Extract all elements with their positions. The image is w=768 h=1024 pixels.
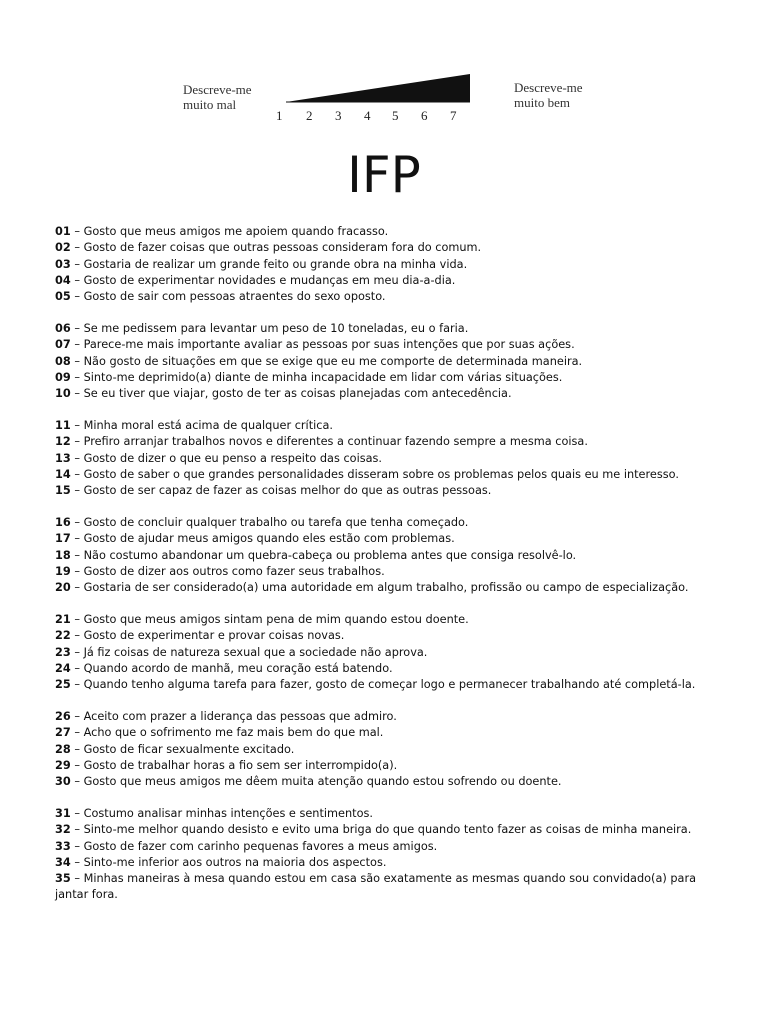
- question-item: [55, 370, 720, 386]
- question-text: Prefiro arranjar trabalhos novos e diferentes a continuar fazendo sempre a mesma coisa.: [83, 435, 588, 449]
- question-item: [55, 564, 720, 580]
- question-number: 29: [55, 758, 71, 772]
- scale-wedge-shape: [286, 74, 470, 102]
- question-text: Quando tenho alguma tarefa para fazer, gosto de começar logo e permanecer trabalhando até completá-la.: [83, 678, 696, 692]
- question-text: Já fiz coisas de natureza sexual que a sociedade não aprova.: [83, 645, 428, 659]
- question-text: Não costumo abandonar um quebra-cabeça ou problema antes que consiga resolvê-lo.: [83, 548, 577, 562]
- question-item: [55, 871, 720, 904]
- question-separator: –: [70, 338, 84, 352]
- question-text: Aceito com prazer a liderança das pessoas que admiro.: [83, 709, 397, 723]
- scale-number-5: 5: [392, 108, 399, 123]
- question-text: Quando acordo de manhã, meu coração está batendo.: [83, 661, 393, 675]
- question-number: 22: [55, 629, 71, 643]
- question-item: [55, 257, 720, 273]
- question-separator: –: [70, 548, 84, 562]
- question-text: Minha moral está acima de qualquer crítica.: [83, 418, 333, 432]
- question-number: 18: [55, 548, 71, 562]
- question-list: [55, 224, 720, 919]
- question-text: Se eu tiver que viajar, gosto de ter as coisas planejadas com antecedência.: [83, 387, 512, 401]
- question-number: 06: [55, 321, 71, 335]
- question-number: 26: [55, 709, 71, 723]
- question-text: Gosto de dizer aos outros como fazer seus trabalhos.: [83, 564, 385, 578]
- scale-left-label-line1: Descreve-me: [183, 82, 252, 97]
- question-text: Gosto de ajudar meus amigos quando eles estão com problemas.: [83, 532, 455, 546]
- question-item: [55, 434, 720, 450]
- question-separator: –: [70, 872, 84, 886]
- question-number: 15: [55, 484, 71, 498]
- question-separator: –: [70, 290, 84, 304]
- question-text: Gostaria de realizar um grande feito ou grande obra na minha vida.: [83, 257, 468, 271]
- question-separator: –: [70, 678, 84, 692]
- question-separator: –: [70, 241, 84, 255]
- question-item: [55, 240, 720, 256]
- question-separator: –: [70, 387, 84, 401]
- question-item: [55, 224, 720, 240]
- question-text: Gosto que meus amigos me dêem muita atenção quando estou sofrendo ou doente.: [83, 775, 562, 789]
- question-item: [55, 839, 720, 855]
- question-item: [55, 289, 720, 305]
- question-separator: –: [70, 709, 84, 723]
- question-separator: –: [70, 775, 84, 789]
- question-text: Costumo analisar minhas intenções e sentimentos.: [83, 806, 373, 820]
- question-item: [55, 548, 720, 564]
- question-separator: –: [70, 435, 84, 449]
- question-number: 09: [55, 370, 71, 384]
- scale-right-label-line1: Descreve-me: [514, 80, 583, 95]
- question-separator: –: [70, 564, 84, 578]
- question-item: [55, 612, 720, 628]
- question-separator: –: [70, 661, 84, 675]
- question-separator: –: [70, 823, 84, 837]
- question-number: 02: [55, 241, 71, 255]
- question-item: [55, 418, 720, 434]
- question-number: 04: [55, 273, 71, 287]
- scale-right-label: [514, 80, 583, 110]
- scale-left-label: [183, 82, 252, 112]
- question-text: Gosto de ser capaz de fazer as coisas melhor do que as outras pessoas.: [83, 484, 492, 498]
- question-number: 11: [55, 418, 71, 432]
- question-text: Minhas maneiras à mesa quando estou em casa são exatamente as mesmas quando sou convidado(a) para jantar fora.: [55, 872, 697, 902]
- scale-number-1: 1: [276, 108, 283, 123]
- question-group: [55, 806, 720, 904]
- question-separator: –: [70, 742, 84, 756]
- question-separator: –: [70, 321, 84, 335]
- question-group: [55, 418, 720, 499]
- question-separator: –: [70, 629, 84, 643]
- question-separator: –: [70, 467, 84, 481]
- question-text: Gosto de fazer coisas que outras pessoas consideram fora do comum.: [83, 241, 482, 255]
- question-number: 30: [55, 775, 71, 789]
- question-text: Gosto de experimentar novidades e mudanças em meu dia-a-dia.: [83, 273, 456, 287]
- question-text: Gosto de fazer com carinho pequenas favores a meus amigos.: [83, 839, 438, 853]
- question-item: [55, 758, 720, 774]
- question-item: [55, 515, 720, 531]
- question-number: 10: [55, 387, 71, 401]
- question-number: 34: [55, 855, 71, 869]
- question-number: 23: [55, 645, 71, 659]
- question-item: [55, 661, 720, 677]
- question-item: [55, 580, 720, 596]
- question-separator: –: [70, 855, 84, 869]
- question-separator: –: [70, 645, 84, 659]
- question-number: 17: [55, 532, 71, 546]
- scale-left-label-line2: muito mal: [183, 97, 237, 112]
- question-number: 05: [55, 290, 71, 304]
- question-item: [55, 273, 720, 289]
- question-text: Gosto de trabalhar horas a fio sem ser interrompido(a).: [83, 758, 398, 772]
- question-number: 21: [55, 612, 71, 626]
- question-text: Gostaria de ser considerado(a) uma autoridade em algum trabalho, profissão ou campo de especialização.: [83, 581, 689, 595]
- question-number: 14: [55, 467, 71, 481]
- question-group: [55, 612, 720, 693]
- question-text: Parece-me mais importante avaliar as pessoas por suas intenções que por suas ações.: [83, 338, 575, 352]
- question-separator: –: [70, 257, 84, 271]
- scale-number-4: 4: [364, 108, 371, 123]
- question-separator: –: [70, 839, 84, 853]
- question-group: [55, 515, 720, 596]
- question-item: [55, 451, 720, 467]
- question-separator: –: [70, 273, 84, 287]
- question-number: 20: [55, 581, 71, 595]
- question-text: Gosto de ficar sexualmente excitado.: [83, 742, 295, 756]
- question-number: 19: [55, 564, 71, 578]
- question-text: Sinto-me inferior aos outros na maioria dos aspectos.: [83, 855, 387, 869]
- question-item: [55, 725, 720, 741]
- question-separator: –: [70, 612, 84, 626]
- question-number: 08: [55, 354, 71, 368]
- question-text: Gosto de saber o que grandes personalidades disseram sobre os problemas pelos quais eu me interesso.: [83, 467, 679, 481]
- question-separator: –: [70, 806, 84, 820]
- question-item: [55, 742, 720, 758]
- question-text: Sinto-me melhor quando desisto e evito uma briga do que quando tento fazer as coisas de minha maneira.: [83, 823, 692, 837]
- question-item: [55, 774, 720, 790]
- question-text: Gosto de dizer o que eu penso a respeito das coisas.: [83, 451, 382, 465]
- question-text: Gosto de concluir qualquer trabalho ou tarefa que tenha começado.: [83, 515, 469, 529]
- question-item: [55, 386, 720, 402]
- question-item: [55, 321, 720, 337]
- question-number: 31: [55, 806, 71, 820]
- question-separator: –: [70, 758, 84, 772]
- question-separator: –: [70, 726, 84, 740]
- question-item: [55, 677, 720, 693]
- question-group: [55, 709, 720, 790]
- question-separator: –: [70, 515, 84, 529]
- question-number: 16: [55, 515, 71, 529]
- question-group: [55, 321, 720, 402]
- scale-number-3: 3: [335, 108, 342, 123]
- question-number: 13: [55, 451, 71, 465]
- question-text: Gosto que meus amigos sintam pena de mim quando estou doente.: [83, 612, 469, 626]
- page-title: IFP: [347, 146, 421, 204]
- question-number: 32: [55, 823, 71, 837]
- question-item: [55, 709, 720, 725]
- question-separator: –: [70, 581, 84, 595]
- question-number: 24: [55, 661, 71, 675]
- question-number: 33: [55, 839, 71, 853]
- question-text: Não gosto de situações em que se exige que eu me comporte de determinada maneira.: [83, 354, 583, 368]
- question-text: Gosto de experimentar e provar coisas novas.: [83, 629, 345, 643]
- question-number: 27: [55, 726, 71, 740]
- question-item: [55, 354, 720, 370]
- question-separator: –: [70, 451, 84, 465]
- question-item: [55, 822, 720, 838]
- question-number: 03: [55, 257, 71, 271]
- question-item: [55, 855, 720, 871]
- question-item: [55, 337, 720, 353]
- question-number: 01: [55, 225, 71, 238]
- question-item: [55, 645, 720, 661]
- question-group: [55, 224, 720, 305]
- question-item: [55, 483, 720, 499]
- question-item: [55, 806, 720, 822]
- question-separator: –: [70, 225, 84, 238]
- question-text: Se me pedissem para levantar um peso de 10 toneladas, eu o faria.: [83, 321, 469, 335]
- scale-right-label-line2: muito bem: [514, 95, 570, 110]
- question-separator: –: [70, 532, 84, 546]
- question-number: 28: [55, 742, 71, 756]
- scale-number-6: 6: [421, 108, 428, 123]
- question-item: [55, 467, 720, 483]
- question-separator: –: [70, 354, 84, 368]
- question-separator: –: [70, 418, 84, 432]
- question-item: [55, 628, 720, 644]
- question-number: 25: [55, 678, 71, 692]
- scale-number-7: 7: [450, 108, 457, 123]
- question-text: Acho que o sofrimento me faz mais bem do que mal.: [83, 726, 384, 740]
- question-separator: –: [70, 370, 84, 384]
- question-text: Gosto de sair com pessoas atraentes do sexo oposto.: [83, 290, 386, 304]
- question-text: Gosto que meus amigos me apoiem quando fracasso.: [83, 225, 389, 238]
- question-number: 07: [55, 338, 71, 352]
- question-text: Sinto-me deprimido(a) diante de minha incapacidade em lidar com várias situações.: [83, 370, 563, 384]
- scale-wedge: [286, 72, 472, 104]
- question-item: [55, 531, 720, 547]
- question-separator: –: [70, 484, 84, 498]
- question-number: 12: [55, 435, 71, 449]
- question-number: 35: [55, 872, 71, 886]
- scale-number-2: 2: [306, 108, 313, 123]
